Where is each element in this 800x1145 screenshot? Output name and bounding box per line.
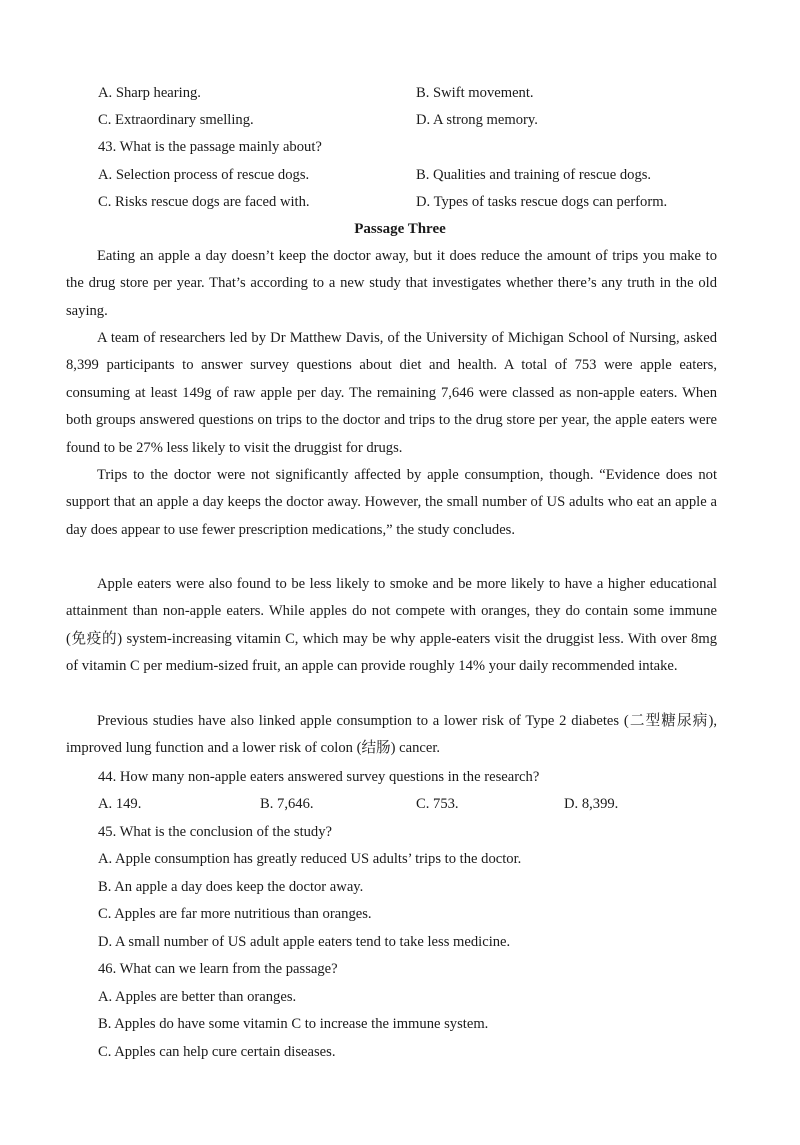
q43-option-c: C. Risks rescue dogs are faced with. [98, 194, 310, 210]
paragraph-2: A team of researchers led by Dr Matthew Davis, of the University of Michigan School of Nursing, asked 8,399 participants to answer survey questions about diet and health. A total of 753 were apple eaters, consuming at least 149g of raw apple per day. The remaining 7,646 were classed as non-apple eaters. When both groups answered questions on trips to the doctor and trips to the drug store per year, the apple eaters were found to be 27% less likely to visit the druggist for drugs. [66, 330, 717, 456]
q44-option-a: A. 149. [98, 796, 142, 812]
q43-option-a: A. Selection process of rescue dogs. [98, 167, 310, 183]
q45-option-b: B. An apple a day does keep the doctor away. [98, 879, 364, 895]
q43-options-row-2 [98, 191, 738, 213]
q44-options [98, 793, 738, 815]
paragraph-5: Previous studies have also linked apple consumption to a lower risk of Type 2 diabetes (二型糖尿病), improved lung function and a lower risk of colon (结肠) cancer. [66, 713, 717, 757]
q43-option-d: D. Types of tasks rescue dogs can perform. [416, 194, 668, 210]
q42-option-c: C. Extraordinary smelling. [98, 112, 254, 128]
q43-option-b: B. Qualities and training of rescue dogs. [416, 167, 652, 183]
q46-option-c: C. Apples can help cure certain diseases. [98, 1044, 336, 1060]
q42-options-row-2 [98, 109, 738, 131]
q44-question: 44. How many non-apple eaters answered survey questions in the research? [98, 769, 540, 785]
passage-title: Passage Three [354, 221, 446, 237]
q45-option-a: A. Apple consumption has greatly reduced US adults’ trips to the doctor. [98, 851, 522, 867]
q43-options-row-1 [98, 164, 738, 186]
q46-option-b: B. Apples do have some vitamin C to increase the immune system. [98, 1016, 489, 1032]
q42-option-b: B. Swift movement. [416, 85, 534, 101]
q45-question: 45. What is the conclusion of the study? [98, 824, 332, 840]
paragraph-4: Apple eaters were also found to be less likely to smoke and be more likely to have a higher educational attainment than non-apple eaters. While apples do not compete with oranges, they do contain some immune (免疫的) system-increasing vitamin C, which may be why apple-eaters visit the druggist less. With over 8mg of vitamin C per medium-sized fruit, an apple can provide roughly 14% your daily recommended intake. [66, 576, 717, 675]
q42-option-d: D. A strong memory. [416, 112, 538, 128]
q42-option-a: A. Sharp hearing. [98, 85, 201, 101]
q46-question: 46. What can we learn from the passage? [98, 961, 338, 977]
paragraph-3: Trips to the doctor were not significantly affected by apple consumption, though. “Evidence does not support that an apple a day keeps the doctor away. However, the small number of US adults who eat an apple a day does appear to use fewer prescription medications,” the study concludes. [66, 467, 717, 538]
q46-option-a: A. Apples are better than oranges. [98, 989, 297, 1005]
q45-option-c: C. Apples are far more nutritious than oranges. [98, 906, 372, 922]
q43-question: 43. What is the passage mainly about? [98, 139, 322, 155]
paragraph-1: Eating an apple a day doesn’t keep the doctor away, but it does reduce the amount of trips you make to the drug store per year. That’s according to a new study that investigates whether there’s any truth in the old saying. [66, 248, 717, 319]
q44-option-c: C. 753. [416, 796, 459, 812]
q44-option-d: D. 8,399. [564, 796, 619, 812]
q42-options-row-1 [98, 82, 738, 104]
q45-option-d: D. A small number of US adult apple eaters tend to take less medicine. [98, 934, 511, 950]
q44-option-b: B. 7,646. [260, 796, 314, 812]
